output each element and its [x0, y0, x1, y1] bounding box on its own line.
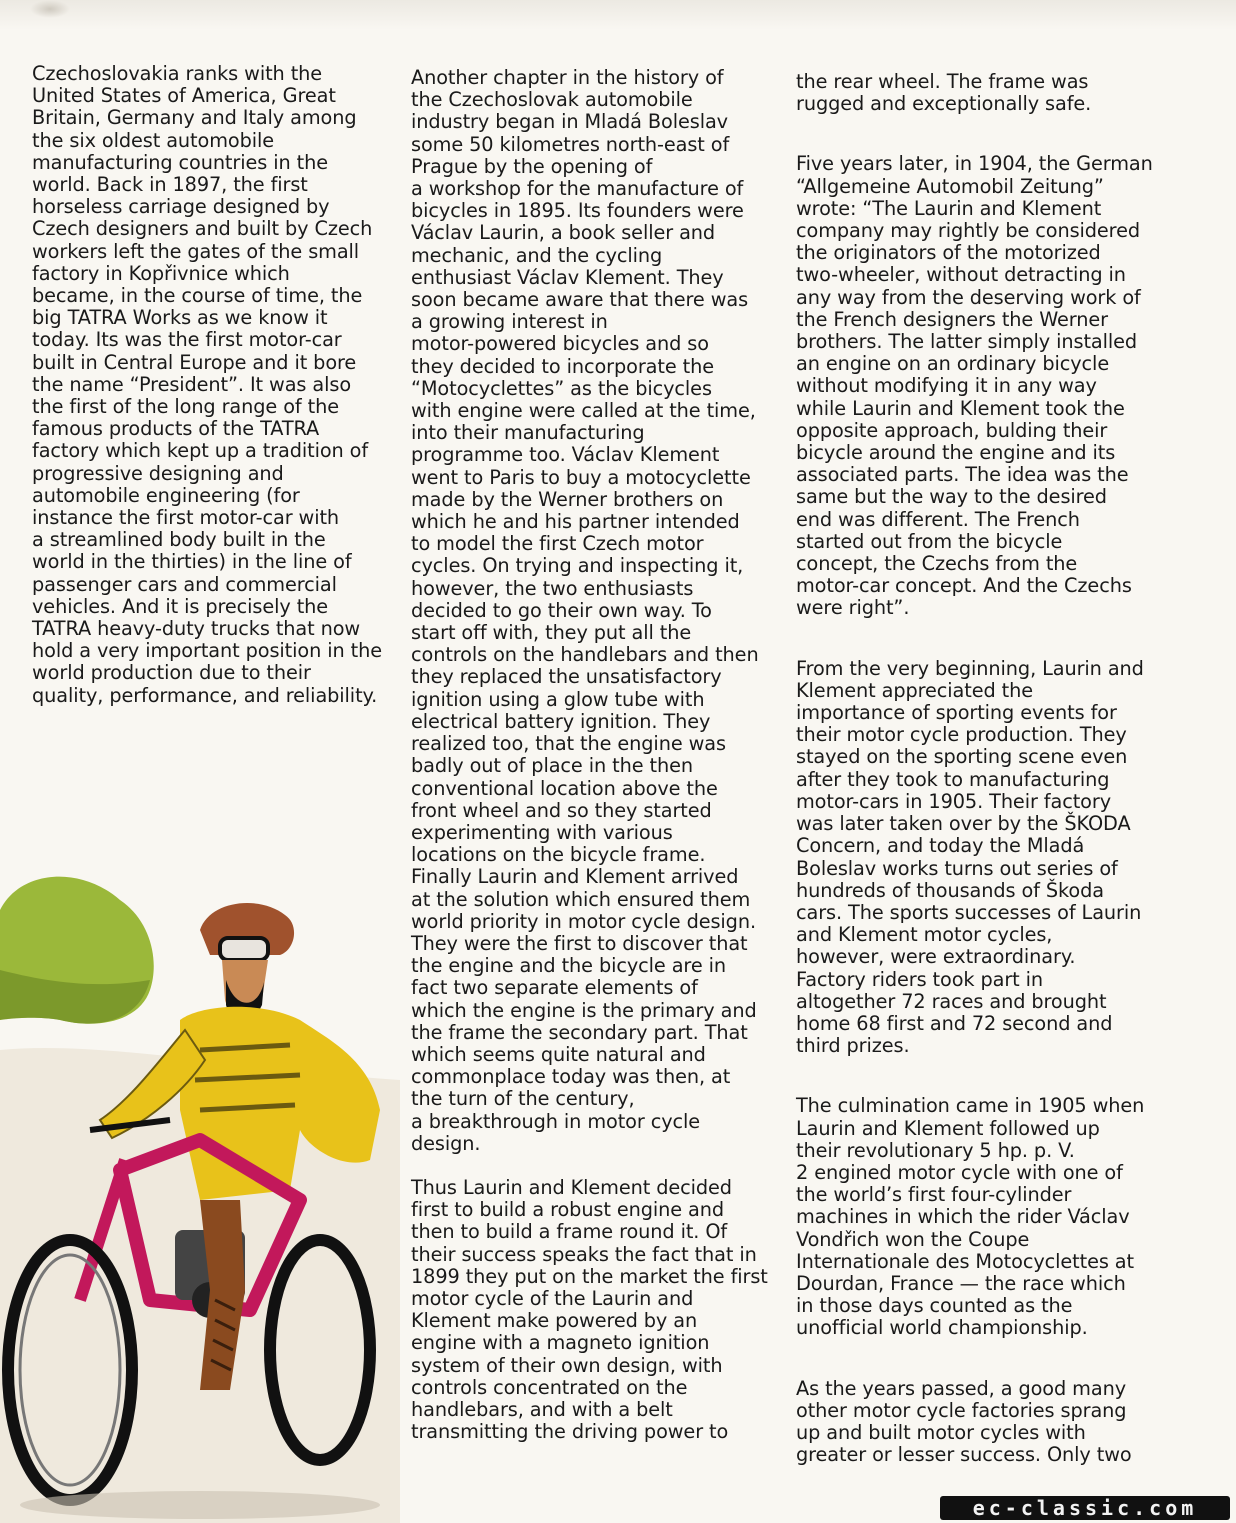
watermark-text: ec-classic.com: [972, 1496, 1198, 1520]
paragraph: Thus Laurin and Klement decided first to build a robust engine and then to build a frame round it. Of their success speaks the fact that in 1899 they put on the market the first motor cycle of the Laurin and Klement make powered by an engine with a magneto ignition system of their own design, with controls concentrated on the handlebars, and with a belt transmitting the driving power to: [411, 1175, 768, 1444]
paragraph: From the very beginning, Laurin and Klement appreciated the importance of sporting events for their motor cycle production. They stayed on the sporting scene even after they took to manufacturing motor-cars in 1905. Their factory was later taken over by the ŠKODA Concern, and today the Mladá Boleslav works turns out series of hundreds of thousands of Škoda cars. The sports successes of Laurin and Klement motor cycles, however, were extraordinary. Factory riders took part in altogether 72 races and brought home 68 first and 72 second and third prizes.: [796, 656, 1144, 1058]
paragraph: the rear wheel. The frame was rugged and exceptionally safe.: [796, 70, 1092, 116]
paragraph: As the years passed, a good many other motor cycle factories sprang up and built motor cycles with greater or lesser success. Only two: [796, 1376, 1132, 1467]
paragraph: Czechoslovakia ranks with the United States of America, Great Britain, Germany and Italy among the six oldest automobile manufacturing countries in the world. Back in 1897, the first horseless carriage designed by Czech designers and built by Czech workers left the gates of the small factory in Kopřivnice which became, in the course of time, the big TATRA Works as we know it today. Its was the first motor-car built in Central Europe and it bore the name “President”. It was also the first of the long range of the famous products of the TATRA factory which kept up a tradition of progressive designing and automobile engineering (for instance the first motor-car with a streamlined body built in the world in the thirties) in the line of passenger cars and commercial vehicles. And it is precisely the TATRA heavy-duty trucks that now hold a very important position in the world production due to their quality, performance, and reliability.: [32, 62, 382, 707]
paragraph: Five years later, in 1904, the German “Allgemeine Automobil Zeitung” wrote: “The Laurin and Klement company may rightly be considered the originators of the motorized two-wheeler, without detracting in any way from the deserving work of the French designers the Werner brothers. The latter simply installed an engine on an ordinary bicycle without modifying it in any way while Laurin and Klement took the opposite approach, bulding their bicycle around the engine and its associated parts. The idea was the same but the way to the desired end was different. The French started out from the bicycle concept, the Czechs from the motor-car concept. And the Czechs were right”.: [796, 152, 1153, 620]
text-column-2: [411, 67, 768, 1443]
ground-shadow: [20, 1491, 380, 1519]
watermark-banner: [940, 1496, 1230, 1520]
goggles-icon: [220, 938, 268, 960]
paragraph: Another chapter in the history of the Czechoslovak automobile industry began in Mladá Boleslav some 50 kilometres north-east of Prague by the opening of a workshop for the manufacture of bicycles in 1895. Its founders were Václav Laurin, a book seller and mechanic, and the cycling enthusiast Václav Klement. They soon became aware that there was a growing interest in motor-powered bicycles and so they decided to incorporate the “Motocyclettes” as the bicycles with engine were called at the time, into their manufacturing programme too. Václav Klement went to Paris to buy a motocyclette made by the Werner brothers on which he and his partner intended to model the first Czech motor cycles. On trying and inspecting it, however, the two enthusiasts decided to go their own way. To start off with, they put all the controls on the handlebars and then they replaced the unsatisfactory ignition using a glow tube with electrical battery ignition. They realized too, that the engine was badly out of place in the then conventional location above the front wheel and so they started experimenting with various locations on the bicycle frame. Finally Laurin and Klement arrived at the solution which ensured them world priority in motor cycle design. They were the first to discover that the engine and the bicycle are in fact two separate elements of which the engine is the primary and the frame the secondary part. That which seems quite natural and commonplace today was then, at the turn of the century, a breakthrough in motor cycle design.: [411, 66, 759, 1155]
paragraph: The culmination came in 1905 when Laurin and Klement followed up their revolutionary 5 hp. p. V. 2 engined motor cycle with one of the world’s first four-cylinder machines in which the rider Václav Vondřich won the Coupe Internationale des Motocyclettes at Dourdan, France — the race which in those days counted as the unofficial world championship.: [796, 1094, 1145, 1340]
text-column-1: [32, 63, 382, 707]
text-column-3: [796, 71, 1153, 1466]
paper-smudge: [30, 0, 70, 18]
page-top-edge: [0, 0, 1236, 30]
motorcyclist-illustration: [0, 870, 400, 1523]
